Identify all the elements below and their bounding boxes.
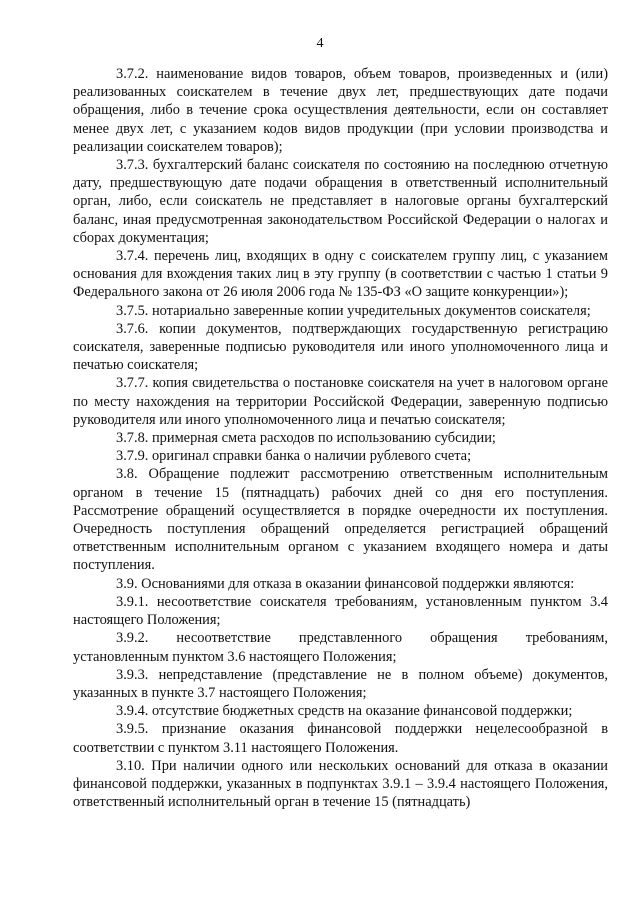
paragraph-3-9-1: 3.9.1. несоответствие соискателя требованиям, установленным пунктом 3.4 настоящего Положения; [73, 593, 608, 629]
page-number: 4 [316, 36, 324, 51]
paragraph-3-7-7: 3.7.7. копия свидетельства о постановке соискателя на учет в налоговом органе по месту нахождения на территории Российской Федерации, заверенную подписью руководителя или иного уполномоченного лица и печатью соискателя; [73, 375, 608, 428]
paragraph-3-8: 3.8. Обращение подлежит рассмотрению ответственным исполнительным органом в течение 15 (пятнадцать) рабочих дней со дня его поступления. Рассмотрение обращений осуществляется в порядке очередности их поступления. Очередность поступления обращений определяется регистрацией обращений ответственным исполнительным органом с указанием входящего номера и даты поступления. [73, 466, 608, 574]
paragraph-3-9-4: 3.9.4. отсутствие бюджетных средств на оказание финансовой поддержки; [116, 703, 573, 720]
paragraph-3-7-4: 3.7.4. перечень лиц, входящих в одну с соискателем группу лиц, с указанием основания для вхождения таких лиц в эту группу (в соответствии с частью 1 статьи 9 Федерального закона от 26 июля 2006 года № 135-ФЗ «О защите конкуренции»); [73, 248, 608, 301]
paragraph-3-10: 3.10. При наличии одного или нескольких оснований для отказа в оказании финансовой поддержки, указанных в подпунктах 3.9.1 – 3.9.4 настоящего Положения, ответственный исполнительный орган в течение 15 (пятнадцать) [73, 757, 608, 811]
paragraph-3-7-9: 3.7.9. оригинал справки банка о наличии рублевого счета; [116, 448, 472, 465]
paragraph-3-7-8: 3.7.8. примерная смета расходов по использованию субсидии; [116, 430, 496, 447]
paragraph-3-9: 3.9. Основаниями для отказа в оказании финансовой поддержки являются: [116, 575, 575, 592]
document-body [73, 65, 608, 811]
paragraph-3-7-2: 3.7.2. наименование видов товаров, объем товаров, произведенных и (или) реализованных соискателем в течение двух лет, предшествующих дате подачи обращения, либо в течение срока осуществления деятельности, если он составляет менее двух лет, с указанием кодов видов продукции (при условии производства и реализации соискателем товаров); [73, 66, 608, 155]
paragraph-3-7-6: 3.7.6. копии документов, подтверждающих государственную регистрацию соискателя, заверенные подписью руководителя или иного уполномоченного лица и печатью соискателя; [73, 320, 608, 374]
paragraph-3-7-3: 3.7.3. бухгалтерский баланс соискателя по состоянию на последнюю отчетную дату, предшествующую дате подачи обращения в ответственный исполнительный орган, либо, если соискатель не представляет в налоговые органы бухгалтерский баланс, иная предусмотренная законодательством Российской Федерации о налогах и сборах документация; [73, 157, 608, 246]
paragraph-3-9-2: 3.9.2. несоответствие представленного обращения требованиям, установленным пунктом 3.6 настоящего Положения; [73, 630, 608, 665]
paragraph-3-9-5: 3.9.5. признание оказания финансовой поддержки нецелесообразной в соответствии с пунктом 3.11 настоящего Положения. [73, 721, 608, 756]
paragraph-3-7-5: 3.7.5. нотариально заверенные копии учредительных документов соискателя; [116, 302, 591, 319]
paragraph-3-9-3: 3.9.3. непредставление (представление не в полном объеме) документов, указанных в пункте 3.7 настоящего Положения; [73, 666, 608, 701]
